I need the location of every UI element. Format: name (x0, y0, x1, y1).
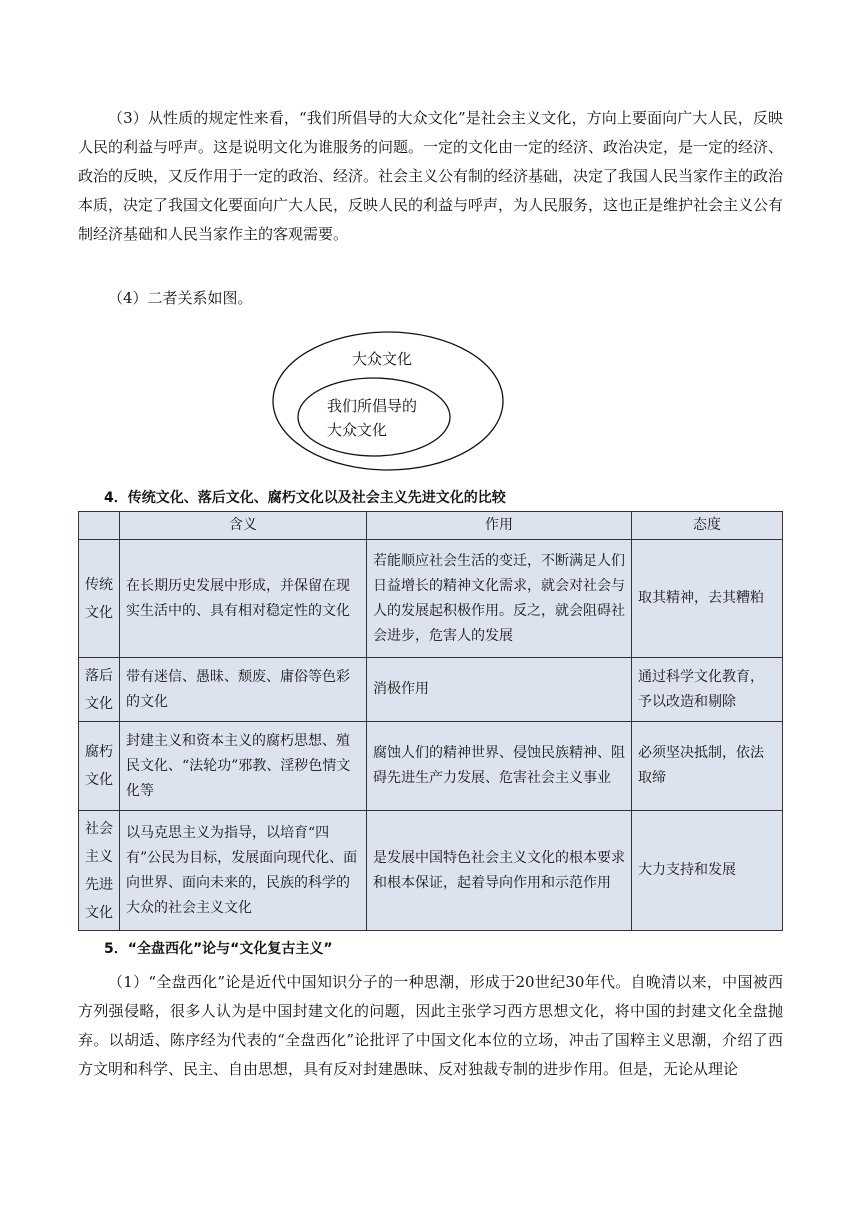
table-header-meaning: 含义 (120, 512, 367, 540)
row-name: 社会主义先进文化 (79, 811, 120, 931)
relationship-diagram (271, 330, 505, 472)
table-header-attitude: 态度 (632, 512, 783, 540)
row-meaning: 带有迷信、愚昧、颓废、庸俗等色彩的文化 (120, 658, 367, 722)
row-meaning: 在长期历史发展中形成，并保留在现实生活中的、具有相对稳定性的文化 (120, 540, 367, 658)
table-row (79, 722, 783, 811)
table-header-blank (79, 512, 120, 540)
paragraph-4: （4）二者关系如图。 (108, 289, 253, 307)
comparison-table (78, 511, 783, 931)
row-attitude: 取其精神，去其糟粕 (632, 540, 783, 658)
row-role: 腐蚀人们的精神世界、侵蚀民族精神、阻碍先进生产力发展、危害社会主义事业 (367, 722, 632, 811)
row-attitude: 大力支持和发展 (632, 811, 783, 931)
row-attitude: 必须坚决抵制，依法取缔 (632, 722, 783, 811)
section-5-paragraph-1: （1）“全盘西化”论是近代中国知识分子的一种思潮，形成于20世纪30年代。自晚清以来，中国被西方列强侵略，很多人认为是中国封建文化的问题，因此主张学习西方思想文化，将中国的封建文化全盘抛弃。以胡适、陈序经为代表的“全盘西化”论批评了中国文化本位的立场，冲击了国粹主义思潮，介绍了西方文明和科学、民主、自由思想，具有反对封建愚昧、反对独裁专制的进步作用。但是，无论从理论 (78, 973, 783, 1078)
row-role: 是发展中国特色社会主义文化的根本要求和根本保证，起着导向作用和示范作用 (367, 811, 632, 931)
row-name: 落后文化 (79, 658, 120, 722)
row-name: 传统文化 (79, 540, 120, 658)
row-role: 若能顺应社会生活的变迁，不断满足人们日益增长的精神文化需求，就会对社会与人的发展起积极作用。反之，就会阻碍社会进步，危害人的发展 (367, 540, 632, 658)
row-role: 消极作用 (367, 658, 632, 722)
row-meaning: 以马克思主义为指导，以培育“四有”公民为目标，发展面向现代化、面向世界、面向未来的，民族的科学的大众的社会主义文化 (120, 811, 367, 931)
table-row (79, 811, 783, 931)
row-meaning: 封建主义和资本主义的腐朽思想、殖民文化、“法轮功”邪教、淫秽色情文化等 (120, 722, 367, 811)
paragraph-3: （3）从性质的规定性来看，“我们所倡导的大众文化”是社会主义文化，方向上要面向广大人民，反映人民的利益与呼声。这是说明文化为谁服务的问题。一定的文化由一定的经济、政治决定，是一定的经济、政治的反映，又反作用于一定的政治、经济。社会主义公有制的经济基础，决定了我国人民当家作主的政治本质，决定了我国文化要面向广大人民，反映人民的利益与呼声，为人民服务，这也正是维护社会主义公有制经济基础和人民当家作主的客观需要。 (78, 109, 784, 243)
section-4-title: 4．传统文化、落后文化、腐朽文化以及社会主义先进文化的比较 (104, 490, 506, 506)
outer-ellipse-label: 大众文化 (351, 350, 412, 368)
row-name: 腐朽文化 (79, 722, 120, 811)
inner-ellipse-label: 我们所倡导的大众文化 (327, 397, 418, 439)
table-header-role: 作用 (367, 512, 632, 540)
row-attitude: 通过科学文化教育，予以改造和剔除 (632, 658, 783, 722)
table-row (79, 658, 783, 722)
table-header-row (79, 512, 783, 540)
section-5-title: 5．“全盘西化”论与“文化复古主义” (104, 941, 333, 957)
table-row (79, 540, 783, 658)
